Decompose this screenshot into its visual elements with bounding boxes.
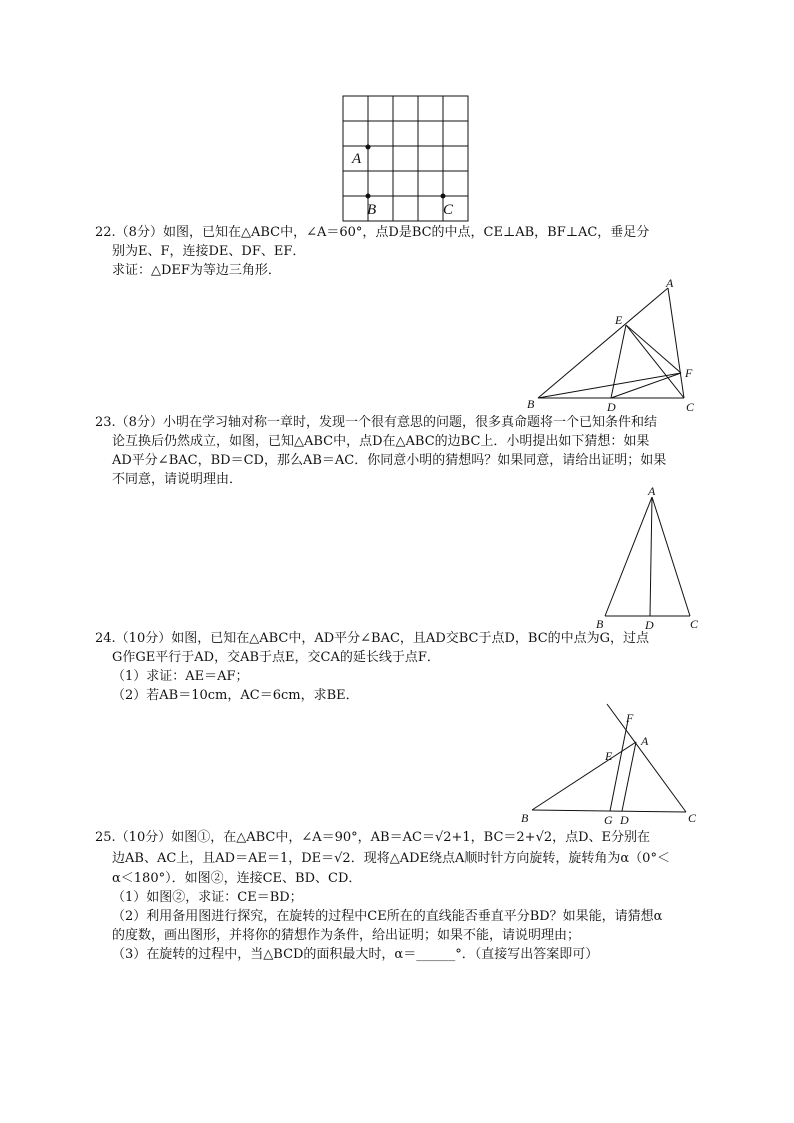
q23-label-d: D — [645, 618, 654, 630]
grid-label-b: B — [367, 202, 377, 218]
q24-label-c: C — [688, 811, 697, 825]
q24-line-2: G作GE平行于AD，交AB于点E，交CA的延长线于点F． — [112, 650, 440, 665]
q24-line-4: （2）若AB＝10cm，AC＝6cm，求BE． — [112, 688, 359, 703]
q22-label-d: D — [607, 400, 616, 414]
q22-label-e: E — [615, 313, 623, 327]
q24-label-e: E — [605, 749, 613, 763]
grid-label-c: C — [443, 202, 454, 218]
q24-line-1: 24.（10分）如图，已知在△ABC中，AD平分∠BAC，且AD交BC于点D，BC的中点为G，过点 — [95, 631, 650, 646]
q22-line-2: 别为E、F，连接DE、DF、EF． — [112, 244, 306, 259]
q25-line-3: α＜180°）．如图②，连接CE、BD、CD． — [112, 871, 362, 886]
q24-label-d: D — [620, 813, 629, 827]
q22-figure — [520, 275, 710, 415]
q23-label-a: A — [648, 484, 656, 498]
q25-line-4: （1）如图②，求证：CE＝BD； — [112, 890, 303, 905]
q24-label-g: G — [604, 813, 613, 827]
grid-label-a: A — [352, 151, 362, 167]
q23-figure — [590, 480, 710, 630]
q22-label-a: A — [666, 276, 674, 290]
q23-line-3: AD平分∠BAC，BD＝CD，那么AB＝AC．你同意小明的猜想吗？如果同意，请给出证明；如果 — [112, 453, 667, 468]
q23-label-b: B — [596, 617, 604, 630]
q22-line-1: 22.（8分）如图，已知在△ABC中，∠A＝60°，点D是BC的中点，CE⊥AB，BF⊥AC，垂足分 — [95, 225, 650, 240]
q24-line-3: （1）求证：AE＝AF； — [112, 669, 249, 684]
q25-line-2: 边AB、AC上，且AD＝AE＝1，DE＝√2．现将△ADE绕点A顺时针方向旋转，旋转角为α（0°＜ — [112, 851, 670, 866]
q22-label-c: C — [686, 400, 695, 414]
q25-line-1: 25.（10分）如图①，在△ABC中，∠A＝90°，AB＝AC＝√2+1，BC＝2+√2，点D、E分别在 — [95, 830, 651, 845]
q23-label-c: C — [690, 617, 699, 630]
grid-figure — [330, 88, 480, 224]
q25-line-5: （2）利用备用图进行探究，在旋转的过程中CE所在的直线能否垂直平分BD？如果能，请猜想α — [112, 909, 663, 924]
q25-line-6: 的度数，画出图形，并将你的猜想作为条件，给出证明；如果不能，请说明理由； — [112, 928, 581, 943]
q22-line-3: 求证：△DEF为等边三角形． — [112, 263, 281, 278]
q22-label-b: B — [527, 397, 535, 411]
q23-line-2: 论互换后仍然成立，如图，已知△ABC中，点D在△ABC的边BC上．小明提出如下猜想：如果 — [112, 434, 650, 449]
q24-label-a: A — [641, 734, 649, 748]
point-c — [441, 194, 446, 199]
q24-label-b: B — [521, 811, 529, 825]
point-b — [366, 194, 371, 199]
q24-label-f: F — [626, 711, 634, 725]
q24-figure — [510, 700, 710, 828]
q23-line-4: 不同意，请说明理由． — [112, 472, 243, 487]
q23-line-1: 23.（8分）小明在学习轴对称一章时，发现一个很有意思的问题，很多真命题将一个已知条件和结 — [95, 415, 657, 430]
point-a — [366, 145, 371, 150]
q22-label-f: F — [685, 366, 693, 380]
q25-line-7: （3）在旋转的过程中，当△BCD的面积最大时，α＝______°．（直接写出答案即可） — [112, 947, 599, 962]
